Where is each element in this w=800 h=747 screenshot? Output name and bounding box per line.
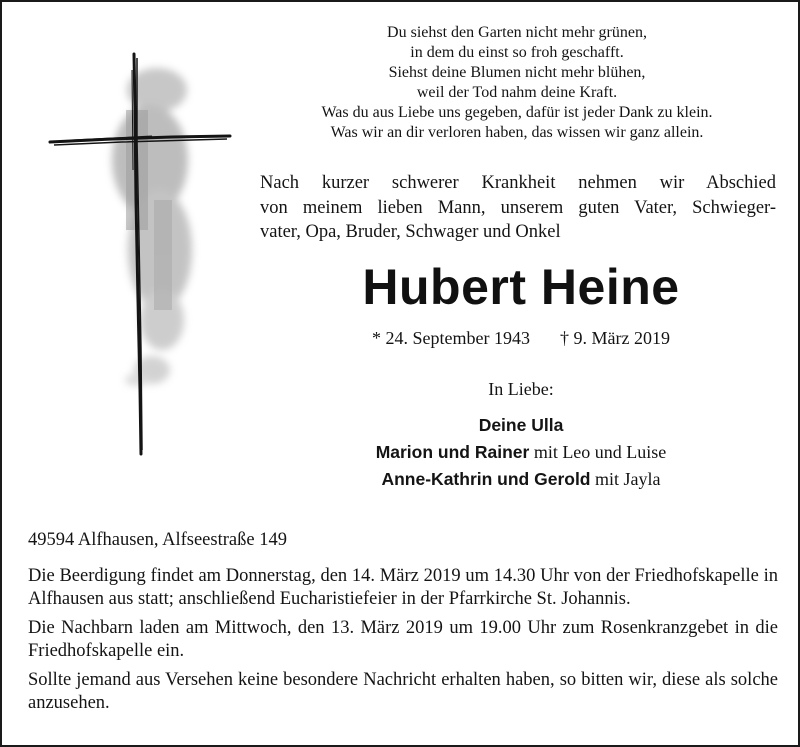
poem-line: in dem du einst so froh geschafft. [410,44,624,61]
family-member [252,466,790,493]
notice-paragraph: Die Beerdigung findet am Donnerstag, den 14. März 2019 um 14.30 Uhr von der Friedhofskapelle in Alfhausen aus statt; anschließend Eucharistiefeier in der Pfarrkirche St. Johannis. [28,566,778,609]
life-dates [252,326,790,350]
cross-icon [42,50,242,470]
intro-line: von meinem lieben Mann, unserem guten Vater, Schwieger- [260,197,776,218]
poem-line: Was wir an dir verloren haben, das wissen wir ganz allein. [330,124,704,141]
announcement-text [260,171,776,245]
mourners-heading: In Liebe: [488,379,554,399]
family-member-children: mit Leo und Luise [533,442,667,462]
intro-line: Nach kurzer schwerer Krankheit nehmen wir Abschied [260,173,776,193]
poem-line: Was du aus Liebe uns gegeben, dafür ist jeder Dank zu klein. [321,104,713,121]
poem-line: Du siehst den Garten nicht mehr grünen, [387,24,647,41]
poem-line: weil der Tod nahm deine Kraft. [416,84,618,101]
family-member-names: Anne-Kathrin und Gerold [381,469,591,489]
funeral-notices [28,565,778,721]
family-member-names: Marion und Rainer [375,442,530,462]
memorial-poem [252,23,782,143]
family-member [252,439,790,466]
mourners [252,376,790,493]
birth-date: * 24. September 1943 [372,328,530,348]
cross-illustration [42,50,242,470]
notice-paragraph: Die Nachbarn laden am Mittwoch, den 13. März 2019 um 19.00 Uhr zum Rosenkranzgebet in die Friedhofskapelle ein. [28,618,778,661]
deceased-name: Hubert Heine [362,259,680,315]
death-date: † 9. März 2019 [560,328,670,348]
notice-paragraph: Sollte jemand aus Versehen keine besondere Nachricht erhalten haben, so bitten wir, diese als solche anzusehen. [28,670,778,713]
poem-line: Siehst deine Blumen nicht mehr blühen, [388,64,646,81]
family-member-children: mit Jayla [595,469,661,489]
address: 49594 Alfhausen, Alfseestraße 149 [28,530,287,550]
family-member [252,412,790,439]
intro-line: vater, Opa, Bruder, Schwager und Onkel [260,222,561,242]
family-member-names: Deine Ulla [478,415,564,435]
